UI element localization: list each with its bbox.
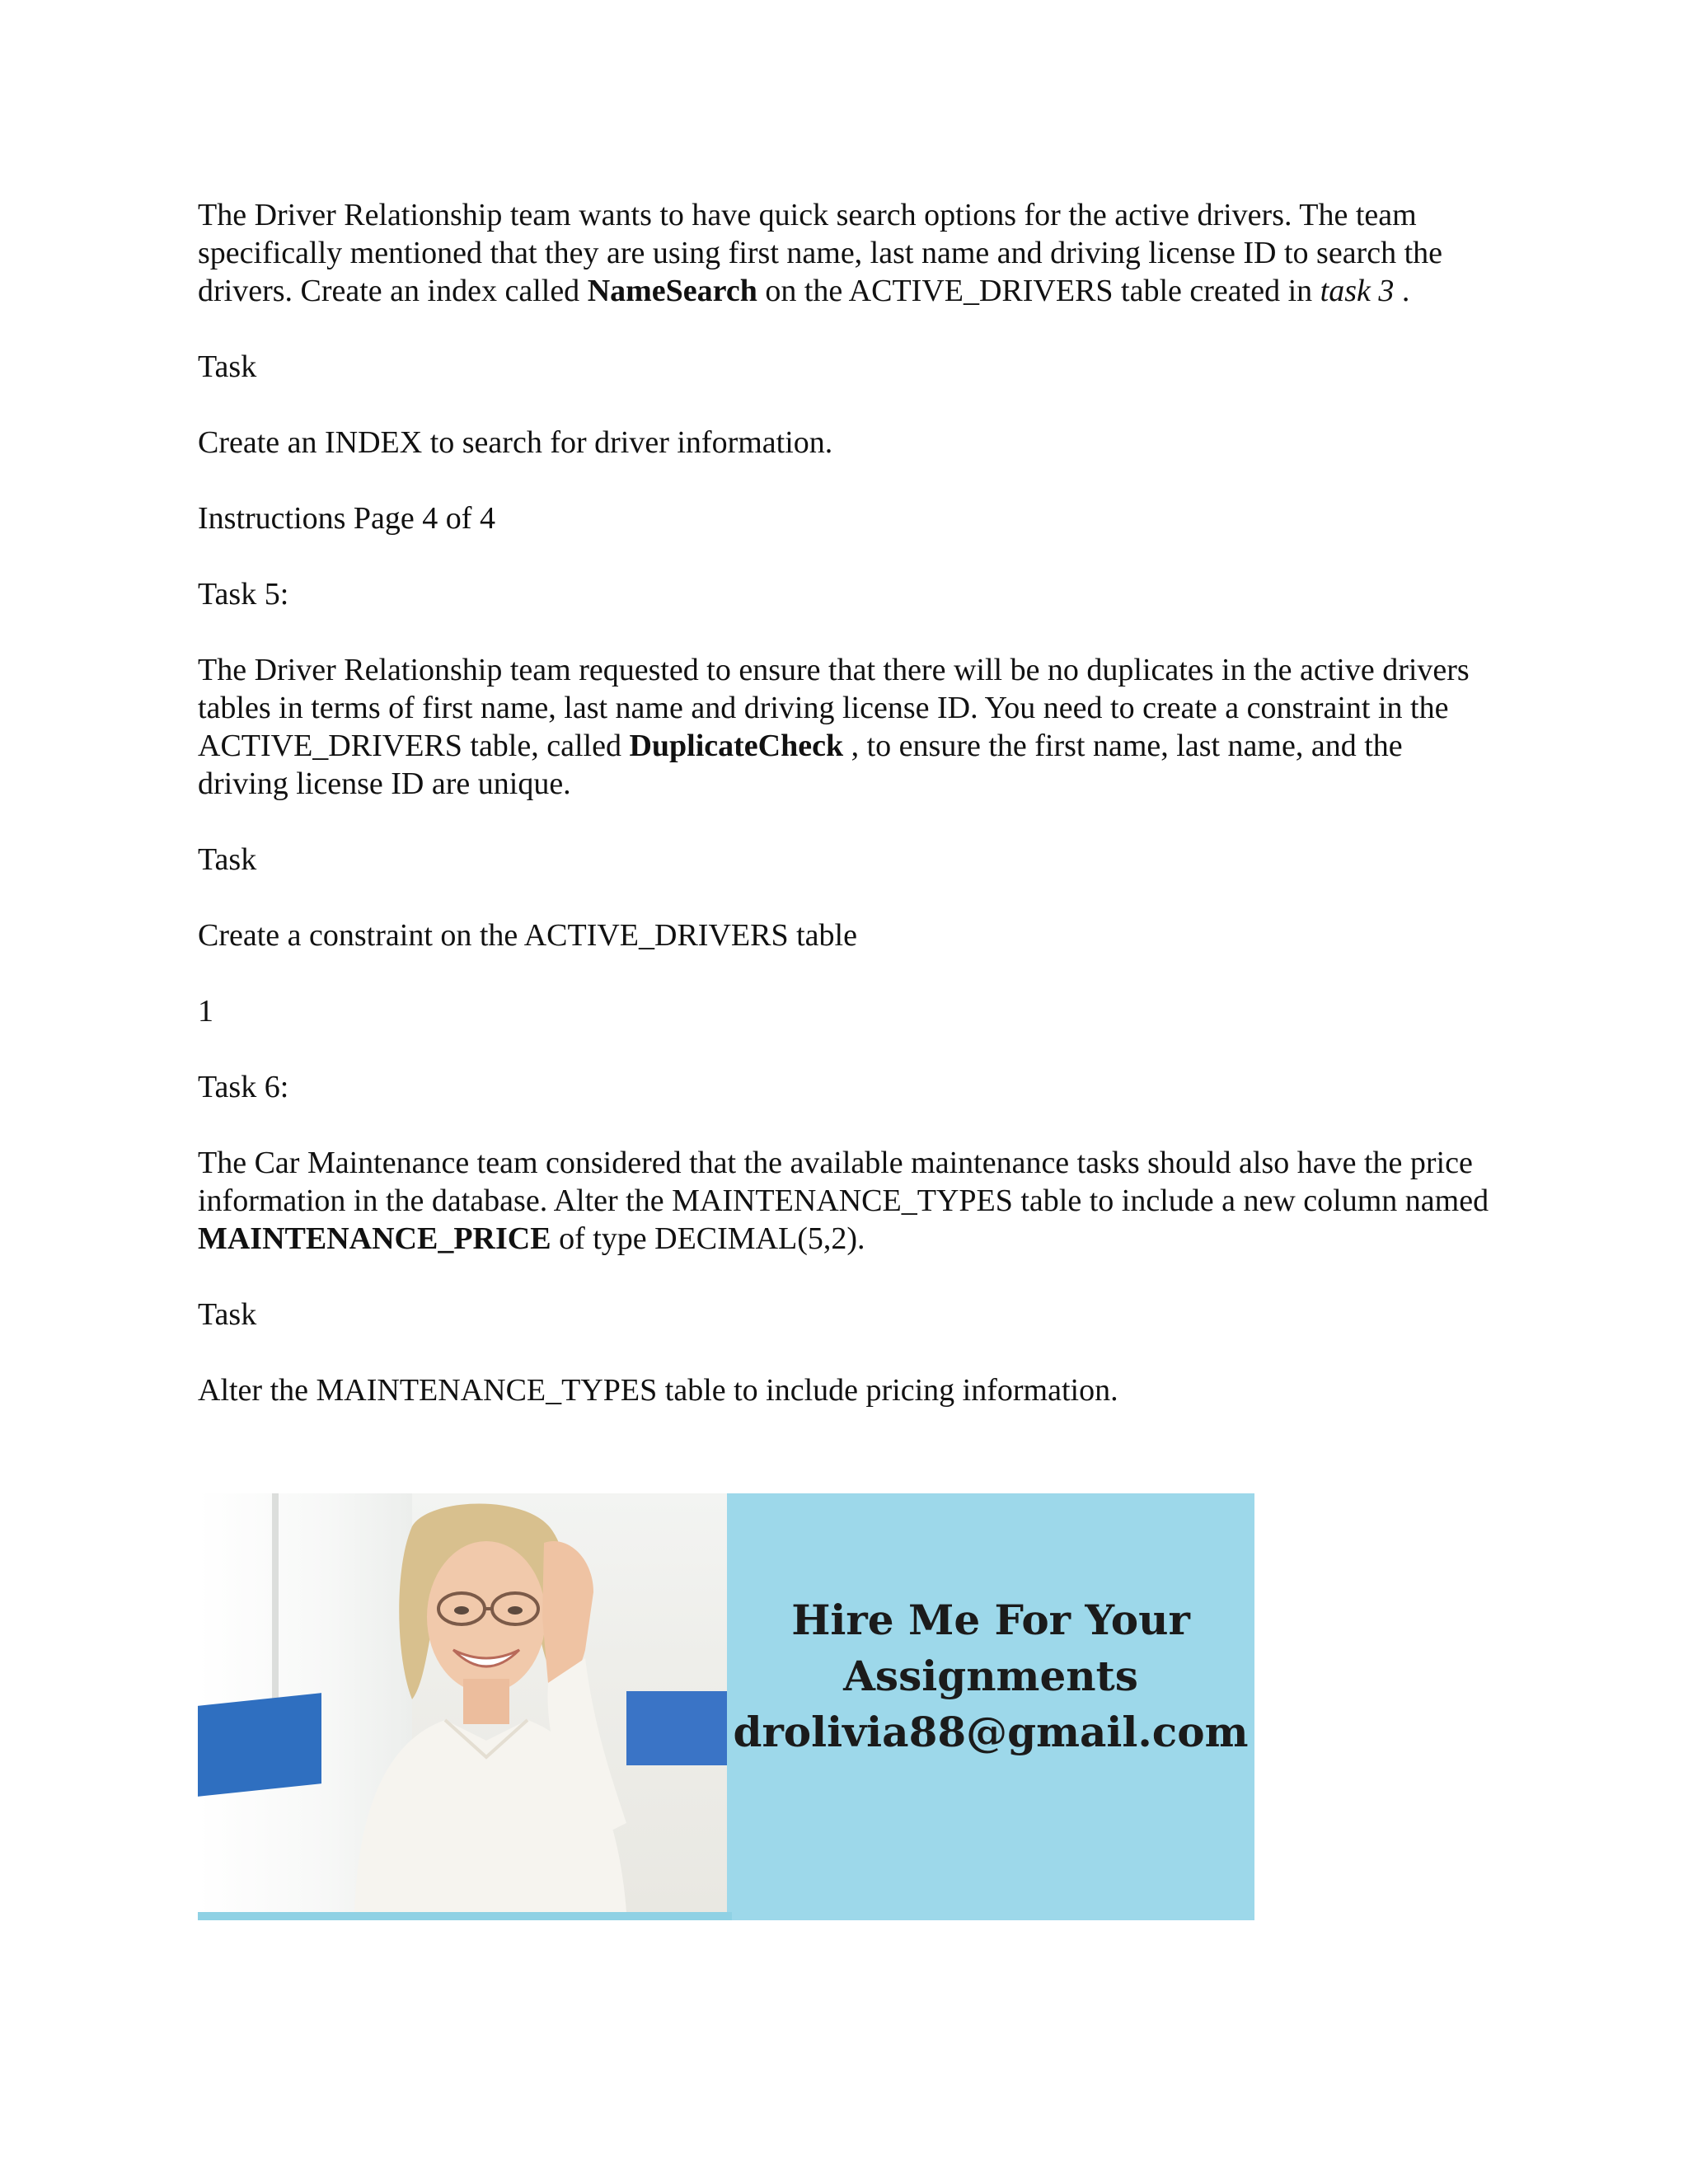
task-label: Task — [198, 1297, 257, 1332]
blue-chair — [198, 1693, 321, 1797]
task5-text-end: , to ensure the first name, last name, and the driving license ID are unique. — [198, 729, 1403, 801]
banner-email: drolivia88@gmail.com — [733, 1708, 1249, 1756]
intro-text-mid: on the ACTIVE_DRIVERS table created in — [757, 274, 1320, 308]
intro-text-end: . — [1394, 274, 1410, 308]
task6-heading: Task 6: — [198, 1070, 289, 1104]
task-description: Create an INDEX to search for driver information. — [198, 425, 833, 460]
task-label: Task — [198, 349, 257, 384]
index-name: NameSearch — [587, 274, 757, 308]
intro-text: The Driver Relationship team wants to have quick search options for the active drivers. The team specifically mentioned that they are using first name, last name and driving license ID to search the drivers. Create an index called — [198, 198, 1442, 308]
task5-text: The Driver Relationship team requested to ensure that there will be no duplicates in the active drivers tables in terms of first name, last name and driving license ID. You need to create a constraint in the ACTIVE_DRIVERS table, called — [198, 653, 1470, 763]
advertisement-banner — [198, 1493, 1254, 1920]
task-reference: task 3 — [1320, 274, 1395, 308]
task6-text-end: of type DECIMAL(5,2). — [551, 1221, 865, 1256]
constraint-name: DuplicateCheck — [629, 729, 844, 763]
task-description: Alter the MAINTENANCE_TYPES table to include pricing information. — [198, 1373, 1118, 1408]
task6-paragraph — [198, 1144, 1500, 1258]
window-frame — [272, 1493, 279, 1699]
banner-bottom-strip — [198, 1912, 732, 1920]
task-description: Create a constraint on the ACTIVE_DRIVERS table — [198, 918, 857, 953]
task-label: Task — [198, 842, 257, 877]
woman-photo — [198, 1493, 732, 1912]
task5-paragraph — [198, 651, 1500, 803]
banner-text — [727, 1592, 1254, 1760]
task5-heading: Task 5: — [198, 577, 289, 612]
column-name: MAINTENANCE_PRICE — [198, 1221, 551, 1256]
intro-paragraph — [198, 196, 1500, 310]
document-body — [198, 196, 1500, 1447]
smiling-woman-illustration — [321, 1493, 651, 1912]
page-marker: Instructions Page 4 of 4 — [198, 501, 495, 536]
banner-headline: Hire Me For Your — [791, 1596, 1190, 1644]
task6-text: The Car Maintenance team considered that the available maintenance tasks should also have the price information in the database. Alter the MAINTENANCE_TYPES table to include a new column named — [198, 1146, 1489, 1218]
banner-subheadline: Assignments — [843, 1652, 1138, 1700]
number-marker: 1 — [198, 994, 213, 1029]
